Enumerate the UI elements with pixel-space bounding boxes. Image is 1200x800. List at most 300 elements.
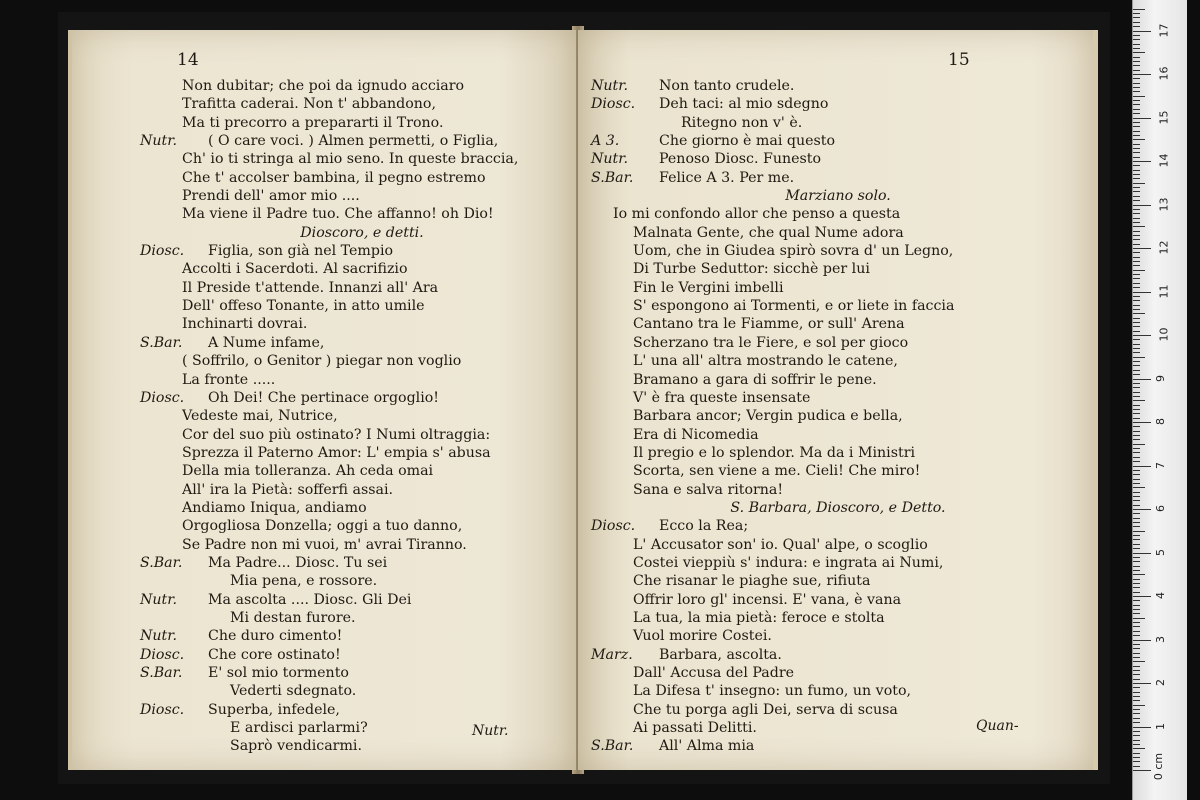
ruler-tick [1133,718,1140,719]
ruler-tick [1133,522,1140,523]
ruler-label: 11 [1157,284,1171,298]
ruler-tick [1133,61,1140,62]
ruler-label: 9 [1154,374,1167,382]
ruler-tick [1133,148,1140,149]
ruler-tick [1133,409,1140,410]
ruler-tick [1133,466,1151,467]
text-line [591,132,1063,150]
text-line [613,444,1063,462]
ruler-tick [1133,222,1140,223]
ruler-tick [1133,422,1151,423]
text-line [613,682,1063,700]
ruler-tick [1133,635,1140,636]
catchword: Quan- [976,718,1019,734]
text-line [162,499,562,517]
ruler-tick [1133,505,1140,506]
verse-text: Costei vieppiù s' indura: e ingrata ai Numi, [633,554,944,571]
verse-text: Che giorno è mai questo [659,133,836,150]
ruler-tick [1133,196,1140,197]
verse-text: Ritegno non v' è. [681,114,803,131]
ruler-tick [1133,444,1145,445]
speaker-label: Diosc. [140,389,185,406]
ruler-tick [1133,26,1140,27]
ruler-tick [1133,339,1140,340]
ruler-tick [1133,235,1140,236]
ruler-tick [1133,122,1140,123]
ruler-tick [1133,626,1140,627]
speaker-label: S.Bar. [140,665,183,681]
ruler-tick [1133,48,1140,49]
ruler-tick [1133,322,1140,323]
ruler-tick [1133,666,1140,667]
ruler-tick [1133,396,1140,397]
verse-text: ( O care voci. ) Almen permetti, o Figlia, [208,133,499,150]
verse-text: A Nume infame, [208,334,325,351]
ruler-tick [1133,587,1140,588]
text-line [613,279,1063,297]
ruler-tick [1133,70,1140,71]
verse-text: Se Padre non mi vuoi, m' avrai Tiranno. [182,536,467,553]
verse-text: Vedeste mai, Nutrice, [182,408,338,425]
text-line [162,407,562,425]
catchword: Nutr. [472,723,509,739]
text-line [613,407,1063,425]
speaker-label: Nutr. [591,151,628,168]
verse-text: Vuol morire Costei. [633,628,772,645]
ruler-tick [1133,65,1140,66]
ruler-tick [1133,365,1140,366]
verse-text: Che core ostinato! [208,646,341,663]
ruler-label: 16 [1157,66,1171,81]
ruler-tick [1133,631,1140,632]
speaker-label: S.Bar. [140,554,183,571]
ruler-label: 8 [1154,418,1167,425]
ruler-tick [1133,596,1151,597]
ruler-label: 4 [1154,592,1167,599]
ruler-tick [1133,209,1140,210]
ruler-tick [1133,400,1145,401]
ruler-tick [1133,309,1140,310]
verse-text: Che tu porga agli Dei, serva di scusa [633,701,898,718]
verse-text: Bramano a gara di soffrir le pene. [633,371,877,388]
text-block [591,77,1063,756]
ruler-tick [1133,566,1140,567]
text-line [613,352,1063,370]
text-line [613,315,1063,333]
right-page [578,30,1098,770]
verse-text: Barbara, ascolta. [659,646,782,663]
ruler-tick [1133,87,1140,88]
ruler-tick [1133,231,1140,232]
verse-text: Felice A 3. Per me. [659,169,795,186]
ruler-tick [1133,757,1140,758]
ruler-tick [1133,218,1140,219]
verse-text: Sprezza il Paterno Amor: L' empia s' abusa [182,444,491,461]
ruler-tick [1133,326,1140,327]
ruler-tick [1133,187,1140,188]
ruler-tick [1133,713,1140,714]
text-line [140,664,562,682]
text-line [162,371,562,389]
ruler-tick [1133,383,1140,384]
ruler-tick [1133,361,1140,362]
ruler-tick [1133,674,1140,675]
verse-text: Fin le Vergini imbelli [633,279,784,296]
text-line [162,77,562,95]
ruler-tick [1133,413,1140,414]
text-line [162,205,562,223]
ruler-tick [1133,492,1140,493]
ruler-tick [1133,313,1145,314]
verse-text: Dioscoro, e detti. [300,224,424,241]
speaker-label: S.Bar. [591,169,634,186]
text-line [162,481,562,499]
text-line [140,554,562,572]
ruler-tick [1133,709,1140,710]
verse-text: Saprò vendicarmi. [230,738,362,755]
text-line [162,352,562,370]
text-line [162,462,562,480]
verse-text: Non dubitar; che poi da ignudo acciaro [182,78,465,94]
ruler-tick [1133,439,1140,440]
text-line [613,481,1063,499]
speaker-label: Nutr. [140,628,177,645]
ruler-tick [1133,144,1140,145]
text-line [591,95,1063,113]
verse-text: Non tanto crudele. [659,78,795,94]
ruler-tick [1133,592,1140,593]
ruler-tick [1133,248,1151,249]
ruler-tick [1133,600,1140,601]
verse-text: Orgogliosa Donzella; oggi a tuo danno, [182,518,463,535]
left-page [68,30,576,770]
ruler-tick [1133,257,1140,258]
text-line [613,297,1063,315]
ruler-tick [1133,418,1140,419]
ruler-tick [1133,379,1151,380]
ruler-tick [1133,748,1145,749]
ruler-tick [1133,104,1140,105]
ruler-tick [1133,52,1145,53]
verse-text: Deh taci: al mio sdegno [659,96,829,113]
ruler-tick [1133,644,1140,645]
ruler-label: 7 [1154,461,1167,469]
ruler-tick [1133,500,1140,501]
ruler-tick [1133,727,1151,728]
ruler-tick [1133,57,1140,58]
verse-text: La fronte ..... [182,371,276,388]
text-line [591,77,1063,95]
verse-text: Ai passati Delitti. [633,720,757,737]
ruler-tick [1133,561,1140,562]
verse-text: Malnata Gente, che qual Nume adora [633,224,904,241]
text-line [591,737,1063,755]
text-line [613,426,1063,444]
ruler-label: 3 [1154,635,1167,643]
ruler-tick [1133,178,1140,179]
text-line [613,205,1063,223]
ruler-tick [1133,78,1140,79]
ruler-label: 10 [1157,327,1171,342]
ruler-tick [1133,161,1151,162]
text-line [162,737,562,755]
ruler-label: 6 [1154,505,1167,512]
text-line [162,169,562,187]
ruler-tick [1133,370,1140,371]
text-line [613,701,1063,719]
text-line [162,517,562,535]
text-line [140,389,562,407]
ruler-tick [1133,435,1140,436]
ruler-tick [1133,535,1140,536]
ruler-tick [1133,252,1140,253]
ruler-tick [1133,431,1140,432]
verse-text: Della mia tolleranza. Ah ceda omai [182,463,434,480]
ruler-tick [1133,770,1151,771]
ruler-tick [1133,679,1140,680]
ruler-tick [1133,261,1140,262]
ruler-tick [1133,474,1140,475]
verse-text: Ma viene il Padre tuo. Che affanno! oh Dio! [182,206,494,223]
ruler-tick [1133,426,1140,427]
ruler-tick [1133,648,1140,649]
ruler-tick [1133,126,1140,127]
verse-text: La tua, la mia pietà: feroce e stolta [633,609,885,626]
ruler-tick [1133,731,1140,732]
speaker-label: Diosc. [591,518,636,535]
text-line [613,591,1063,609]
verse-text: Barbara ancor; Vergin pudica e bella, [633,408,903,425]
ruler-tick [1133,526,1140,527]
text-line [162,279,562,297]
text-line [613,462,1063,480]
speaker-label: Diosc. [140,701,185,718]
ruler-tick [1133,183,1145,184]
ruler-label: 12 [1157,240,1171,255]
ruler-tick [1133,518,1140,519]
ruler-tick [1133,483,1140,484]
ruler-tick [1133,74,1151,75]
ruler-tick [1133,113,1140,114]
ruler-tick [1133,191,1140,192]
ruler-tick [1133,292,1151,293]
ruler-tick [1133,744,1140,745]
verse-text: Sana e salva ritorna! [633,481,784,498]
verse-text: V' è fra queste insensate [633,389,811,406]
ruler-tick [1133,152,1140,153]
ruler-tick [1133,531,1145,532]
text-line [613,260,1063,278]
text-line [162,95,562,113]
ruler-tick [1133,687,1140,688]
ruler-tick [1133,131,1140,132]
ruler-tick [1133,609,1140,610]
page-number: 15 [948,50,970,70]
ruler-tick [1133,296,1140,297]
ruler-tick [1133,570,1140,571]
ruler-tick [1133,357,1145,358]
verse-text: Il Preside t'attende. Innanzi all' Ara [182,279,439,296]
verse-text: Ecco la Rea; [659,518,749,535]
speaker-label: Nutr. [591,78,628,94]
ruler-tick [1133,509,1151,510]
verse-text: Prendi dell' amor mio .... [182,188,360,205]
text-line [613,536,1063,554]
verse-text: Ch' io ti stringa al mio seno. In queste braccia, [182,151,519,168]
ruler-tick [1133,452,1140,453]
verse-text: Penoso Diosc. Funesto [659,151,822,168]
ruler-tick [1133,83,1140,84]
ruler-label: 13 [1157,197,1171,211]
ruler-tick [1133,17,1140,18]
text-line [162,426,562,444]
text-line [613,554,1063,572]
ruler-tick [1133,96,1145,97]
book-spread [58,12,1110,784]
ruler-tick [1133,287,1140,288]
verse-text: ( Soffrilo, o Genitor ) piegar non voglio [182,353,462,370]
ruler-tick [1133,226,1145,227]
ruler-tick [1133,487,1145,488]
text-line [591,169,1063,187]
speaker-label: Nutr. [140,591,177,608]
ruler-tick [1133,479,1140,480]
ruler-tick [1133,448,1140,449]
ruler-tick [1133,683,1151,684]
text-block [140,77,562,756]
ruler-tick [1133,548,1140,549]
verse-text: Figlia, son già nel Tempio [208,243,394,260]
ruler-tick [1133,22,1140,23]
verse-text: Che risanar le piaghe sue, rifiuta [633,573,871,590]
ruler-tick [1133,735,1140,736]
verse-text: Il pregio e lo splendor. Ma da i Ministri [633,444,916,461]
ruler-tick [1133,553,1151,554]
measurement-ruler [1132,0,1187,800]
ruler-tick [1133,205,1151,206]
verse-text: Oh Dei! Che pertinace orgoglio! [208,389,439,406]
text-line [613,499,1063,517]
text-line [613,627,1063,645]
verse-text: Che t' accolser bambina, il pegno estremo [182,169,486,186]
text-line [162,224,562,242]
ruler-tick [1133,318,1140,319]
text-line [162,315,562,333]
ruler-tick [1133,461,1140,462]
ruler-label: 5 [1154,548,1167,556]
verse-text: Che duro cimento! [208,628,343,645]
page-number: 14 [177,50,199,70]
text-line [613,114,1063,132]
ruler-tick [1133,274,1140,275]
ruler-tick [1133,344,1140,345]
ruler-tick [1133,605,1140,606]
speaker-label: S.Bar. [140,334,183,351]
ruler-tick [1133,352,1140,353]
verse-text: La Difesa t' insegno: un fumo, un voto, [633,683,911,700]
ruler-tick [1133,100,1140,101]
verse-text: Mi destan furore. [230,609,356,626]
ruler-tick [1133,39,1140,40]
ruler-tick [1133,165,1140,166]
ruler-tick [1133,457,1140,458]
ruler-tick [1133,696,1140,697]
text-line [162,297,562,315]
ruler-tick [1133,305,1140,306]
text-line [591,517,1063,535]
verse-text: Ma Padre... Diosc. Tu sei [208,554,388,571]
ruler-tick [1133,348,1140,349]
ruler-tick [1133,374,1140,375]
speaker-label: A 3. [591,133,620,150]
verse-text: Vederti sdegnato. [230,683,357,700]
verse-text: S' espongono ai Tormenti, e or liete in faccia [633,298,955,315]
ruler-tick [1133,13,1140,14]
verse-text: Cantano tra le Fiamme, or sull' Arena [633,316,905,333]
ruler-tick [1133,557,1140,558]
ruler-tick [1133,278,1140,279]
ruler-tick [1133,244,1140,245]
text-line [140,334,562,352]
text-line [140,646,562,664]
verse-text: Cor del suo più ostinato? I Numi oltraggia: [182,426,491,443]
ruler-tick [1133,657,1140,658]
ruler-tick [1133,753,1140,754]
speaker-label: Diosc. [140,243,185,260]
ruler-tick [1133,722,1140,723]
ruler-tick [1133,513,1140,514]
verse-text: S. Barbara, Dioscoro, e Detto. [730,499,946,516]
ruler-tick [1133,239,1140,240]
verse-text: L' Accusator son' io. Qual' alpe, o scoglio [633,536,928,553]
ruler-tick [1133,9,1145,10]
text-line [140,701,562,719]
verse-text: Ma ti precorro a prepararti il Trono. [182,114,444,131]
ruler-tick [1133,653,1140,654]
speaker-label: Marz. [591,646,633,663]
speaker-label: Nutr. [140,133,177,150]
text-line [591,646,1063,664]
ruler-label: 15 [1157,110,1171,124]
ruler-tick [1133,283,1140,284]
ruler-tick [1133,109,1140,110]
text-line [613,224,1063,242]
ruler-tick [1133,331,1140,332]
ruler-tick [1133,613,1140,614]
ruler-tick [1133,622,1140,623]
ruler-tick [1133,579,1140,580]
text-line [162,609,562,627]
text-line [613,389,1063,407]
ruler-tick [1133,91,1140,92]
ruler-tick [1133,139,1145,140]
verse-text: Uom, che in Giudea spirò sovra d' un Legno, [633,243,954,260]
verse-text: All' Alma mia [659,738,755,755]
text-line [162,150,562,168]
verse-text: Dall' Accusa del Padre [633,665,794,681]
ruler-tick [1133,496,1140,497]
verse-text: Andiamo Iniqua, andiamo [182,499,367,516]
ruler-tick [1133,265,1140,266]
ruler-tick [1133,31,1151,32]
verse-text: L' una all' altra mostrando le catene, [633,353,898,370]
verse-text: Era di Nicomedia [633,426,759,443]
verse-text: Accolti i Sacerdoti. Al sacrifizio [182,261,408,278]
verse-text: Ma ascolta .... Diosc. Gli Dei [208,591,412,608]
verse-text: Io mi confondo allor che penso a questa [613,206,901,223]
text-line [162,444,562,462]
text-line [140,591,562,609]
